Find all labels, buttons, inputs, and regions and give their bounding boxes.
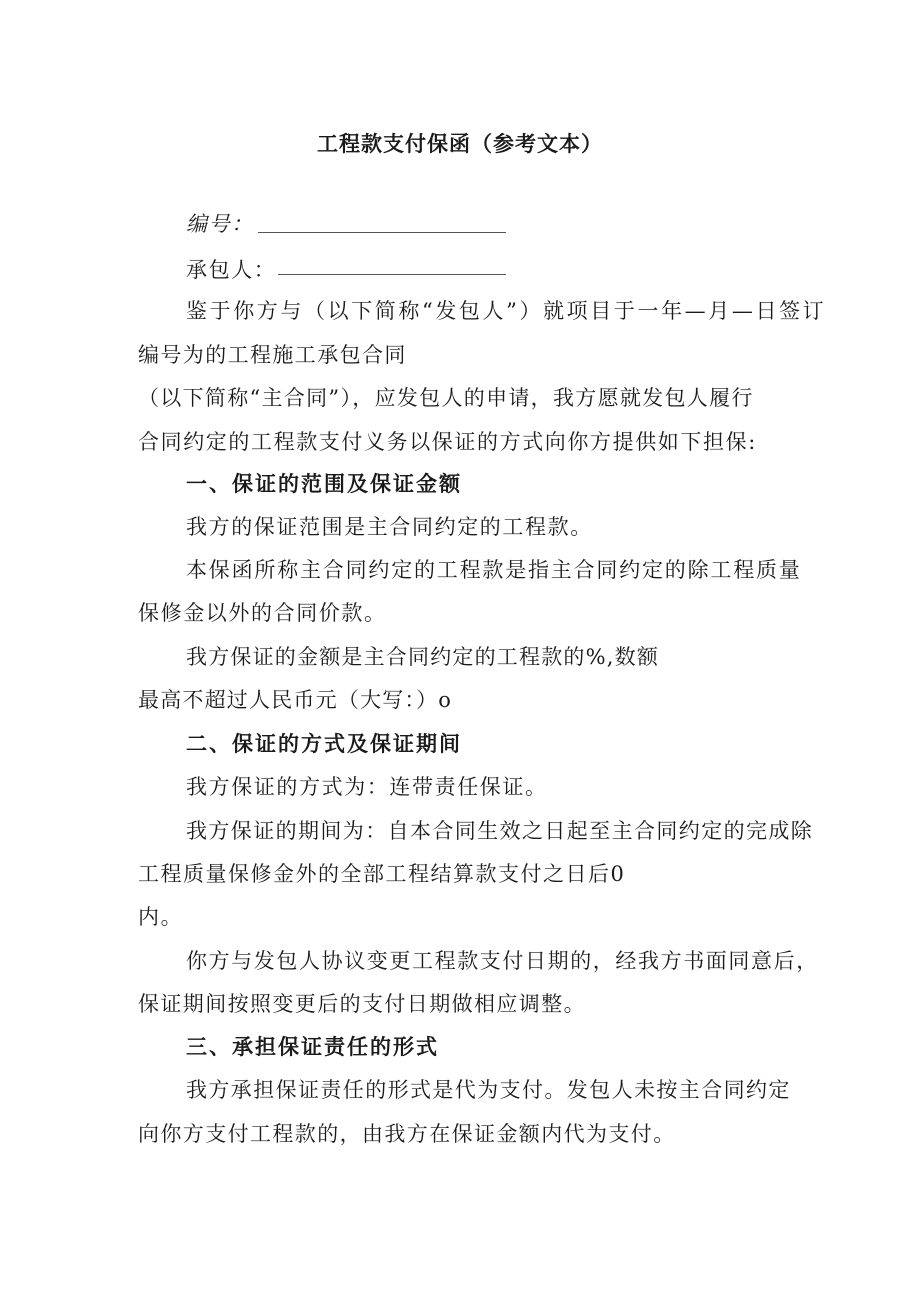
body-line: 保证期间按照变更后的支付日期做相应调整。 (138, 992, 586, 1016)
body-line: 内。 (138, 905, 184, 929)
body-line: 工程质量保修金外的全部工程结算款支付之日后0 (138, 862, 626, 886)
body-line: 保修金以外的合同价款。 (138, 601, 387, 625)
number-label: 编号： (186, 212, 254, 236)
body-line: 我方保证的方式为：连带责任保证。 (186, 775, 548, 799)
body-line: 最高不超过人民币元（大写：）o (138, 688, 453, 712)
section-heading: 一、保证的范围及保证金额 (186, 472, 462, 496)
body-line: 向你方支付工程款的，由我方在保证金额内代为支付。 (138, 1122, 676, 1146)
contractor-blank-line (278, 274, 506, 275)
contractor-label: 承包人： (186, 258, 277, 282)
section-heading: 二、保证的方式及保证期间 (186, 732, 462, 756)
intro-line: 编号为的工程施工承包合同 (138, 343, 407, 367)
body-line: 我方承担保证责任的形式是代为支付。发包人未按主合同约定 (186, 1078, 791, 1102)
section-heading: 三、承担保证责任的形式 (186, 1035, 439, 1059)
body-line: 我方的保证范围是主合同约定的工程款。 (186, 515, 593, 539)
number-blank-line (258, 232, 506, 233)
body-line: 我方保证的期间为：自本合同生效之日起至主合同约定的完成除 (186, 819, 814, 843)
intro-line: （以下简称“主合同”），应发包人的申请，我方愿就发包人履行 (138, 386, 754, 410)
body-line: 本保函所称主合同约定的工程款是指主合同约定的除工程质量 (186, 558, 802, 582)
body-line: 我方保证的金额是主合同约定的工程款的%,数额 (186, 645, 660, 669)
intro-line: 合同约定的工程款支付义务以保证的方式向你方提供如下担保: (138, 430, 757, 454)
body-line: 你方与发包人协议变更工程款支付日期的，经我方书面同意后， (186, 949, 819, 973)
intro-line: 鉴于你方与（以下简称“发包人”）就项目于一年—月—日签订 (186, 299, 827, 323)
document-title: 工程款支付保函（参考文本） (317, 132, 603, 156)
